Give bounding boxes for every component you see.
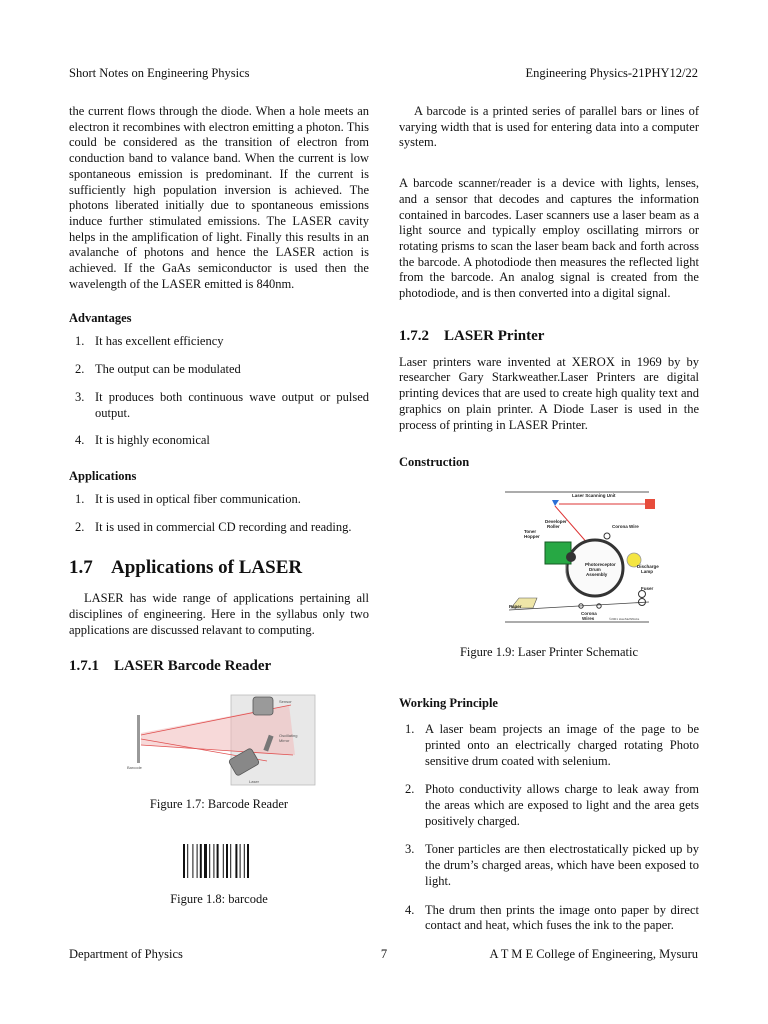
svg-text:Oscillating: Oscillating bbox=[279, 733, 298, 739]
working-principle-list bbox=[399, 722, 699, 934]
svg-text:Paper: Paper bbox=[509, 604, 522, 610]
svg-text:Assembly: Assembly bbox=[586, 572, 608, 578]
running-header-left: Short Notes on Engineering Physics bbox=[69, 66, 250, 80]
barcode-bar bbox=[197, 844, 198, 878]
list-item: 4. It is highly economical bbox=[75, 433, 210, 448]
list-item: 1. It is used in optical fiber communication. bbox=[75, 491, 301, 506]
barcode-bar bbox=[213, 844, 214, 878]
barcode-bar bbox=[230, 844, 231, 878]
list-item: 1. A laser beam projects an image of the page to be printed onto an electrically charged rotating Photo sensitive drum coated with selenium. bbox=[405, 722, 699, 768]
section-heading: 1.7 Applications of LASER bbox=[69, 557, 303, 579]
list-item: 1. It has excellent efficiency bbox=[75, 334, 224, 349]
svg-text:Barcode: Barcode bbox=[127, 765, 142, 771]
barcode-figure bbox=[69, 842, 369, 907]
barcode-bar bbox=[217, 844, 219, 878]
list-item: 3. It produces both continuous wave output or pulsed output. bbox=[75, 389, 369, 420]
barcode-bar bbox=[247, 844, 249, 878]
svg-text:Toner: Toner bbox=[524, 529, 537, 535]
list-item: 2. The output can be modulated bbox=[75, 362, 241, 377]
svg-text:Corona Wire: Corona Wire bbox=[612, 524, 639, 530]
barcode-bar bbox=[244, 844, 245, 878]
running-header-right: Engineering Physics-21PHY12/22 bbox=[525, 66, 698, 80]
barcode-reader-figure bbox=[69, 689, 369, 812]
list-item: 3. Toner particles are then electrostatically picked up by the drum’s charged areas, which have been exposed to light. bbox=[405, 842, 699, 888]
subsection-heading-barcode: 1.7.1 LASER Barcode Reader bbox=[69, 658, 272, 675]
intro-paragraph: the current flows through the diode. When a hole meets an electron it recombines with electron emitting a photon. This could be considered as the transition of electron from conduction band to valance band. When the current is low spontaneous emission is predominant. If the current is sufficiently high population inversion is achieved. The photons liberated initially due to spontaneous emissions induce further stimulated emissions. The LASER cavity helps in the amplification of light. Finally this results in an avalanche of photons and hence the LASER action is achieved. If the GaAs semiconductor is used then the wavelength of the LASER emitted is 840nm. bbox=[69, 104, 369, 291]
advantages-list bbox=[69, 334, 369, 449]
right-column bbox=[399, 104, 699, 934]
svg-text:Drum: Drum bbox=[589, 567, 601, 573]
subsection-heading-printer: 1.7.2 LASER Printer bbox=[399, 327, 545, 344]
svg-text:Corona: Corona bbox=[581, 611, 597, 617]
svg-text:©2001 HowStuffWorks: ©2001 HowStuffWorks bbox=[609, 617, 640, 622]
barcode-bar bbox=[192, 844, 193, 878]
barcode-bar bbox=[204, 844, 207, 878]
svg-text:Roller: Roller bbox=[547, 524, 560, 530]
barcode-image bbox=[181, 842, 257, 880]
barcode-reader-diagram bbox=[119, 689, 319, 789]
footer-college: A T M E College of Engineering, Mysuru bbox=[489, 947, 698, 961]
barcode-bar bbox=[200, 844, 202, 878]
svg-text:Developer: Developer bbox=[545, 519, 567, 525]
svg-text:Wires: Wires bbox=[582, 616, 595, 622]
working-principle-heading: Working Principle bbox=[399, 696, 498, 711]
laser-printer-figure bbox=[399, 482, 699, 660]
advantages-heading: Advantages bbox=[69, 311, 132, 326]
svg-text:Fuser: Fuser bbox=[641, 586, 654, 592]
scanner-definition: A barcode scanner/reader is a device with lights, lenses, and a sensor that decodes and captures the information contained in barcodes. Laser scanners use a laser beam as a light source and typically employ oscillating mirrors or rotating prisms to scan the laser beam back and forth across the barcode. A photodiode then measures the reflected light from the barcode. An analog signal is created from the photodiode, and is then converted into a digital signal. bbox=[399, 176, 699, 301]
section-paragraph: LASER has wide range of applications pertaining all disciplines of engineering. Here in the syllabus only two applications are discussed relavant to computing. bbox=[69, 591, 369, 637]
barcode-bar bbox=[183, 844, 185, 878]
barcode-bar bbox=[240, 844, 241, 878]
svg-text:Hopper: Hopper bbox=[524, 534, 540, 540]
page-number: 7 bbox=[380, 947, 388, 961]
svg-text:Lamp: Lamp bbox=[641, 569, 654, 575]
barcode-definition: A barcode is a printed series of parallel bars or lines of varying width that is used for entering data into a computer system. bbox=[399, 104, 699, 150]
figure-caption: Figure 1.7: Barcode Reader bbox=[149, 797, 289, 812]
figure-caption: Figure 1.9: Laser Printer Schematic bbox=[459, 645, 639, 660]
barcode-bar bbox=[187, 844, 188, 878]
barcode-bar bbox=[226, 844, 228, 878]
barcode-bar bbox=[209, 844, 210, 878]
applications-heading: Applications bbox=[69, 468, 137, 483]
left-column bbox=[69, 104, 369, 907]
svg-text:Laser: Laser bbox=[249, 779, 260, 785]
svg-text:Mirror: Mirror bbox=[279, 738, 290, 744]
footer-department: Department of Physics bbox=[69, 947, 183, 961]
figure-caption: Figure 1.8: barcode bbox=[170, 892, 268, 907]
printer-paragraph: Laser printers ware invented at XEROX in 1969 by by researcher Gary Starkweather.Laser Printers are digital printing devices that are used to create high quality text and graphics on plain printer. A Diode Laser is used in the process of printing in LASER Printer. bbox=[399, 354, 699, 432]
barcode-bar bbox=[223, 844, 224, 878]
construction-heading: Construction bbox=[399, 455, 470, 470]
svg-text:Photoreceptor: Photoreceptor bbox=[585, 562, 616, 568]
applications-list bbox=[69, 492, 369, 535]
svg-text:Laser Scanning Unit: Laser Scanning Unit bbox=[572, 493, 616, 499]
laser-printer-diagram bbox=[449, 482, 659, 632]
barcode-bar bbox=[235, 844, 237, 878]
svg-text:Discharge: Discharge bbox=[637, 564, 659, 570]
svg-text:Sensor: Sensor bbox=[279, 699, 292, 705]
list-item: 4. The drum then prints the image onto paper by direct contact and heat, which fuses the ink to the paper. bbox=[405, 902, 699, 933]
list-item: 2. Photo conductivity allows charge to leak away from the areas which are exposed to light and the area gets positively charged. bbox=[405, 782, 699, 828]
list-item: 2. It is used in commercial CD recording and reading. bbox=[75, 519, 352, 534]
